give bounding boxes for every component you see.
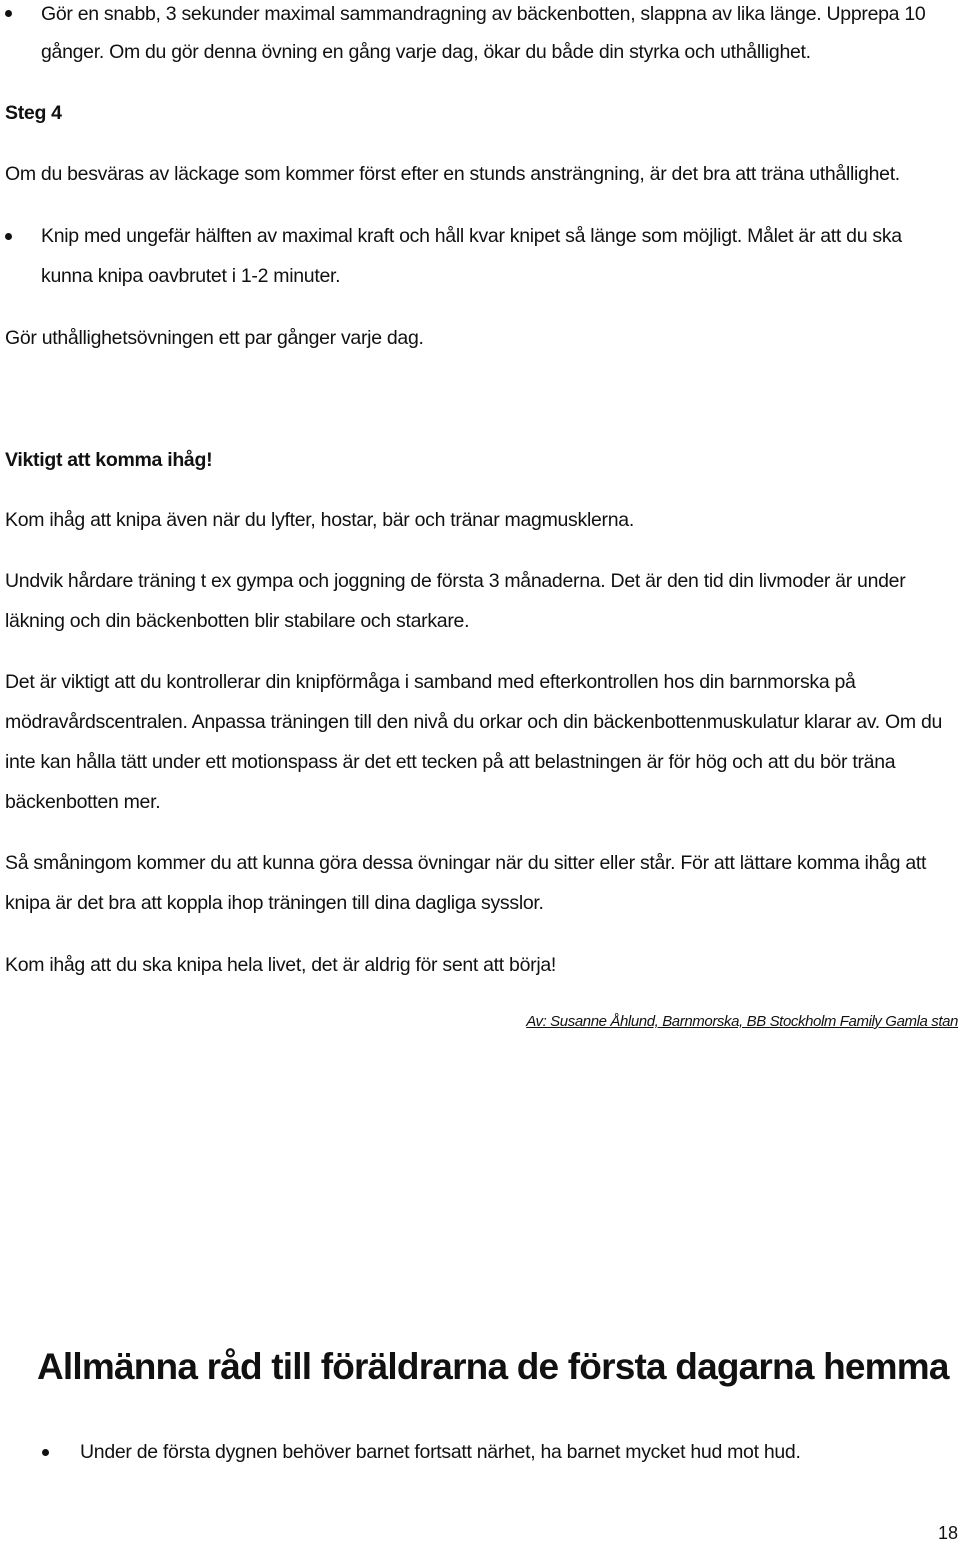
- bullet-text-line-2: gånger. Om du gör denna övning en gång varje dag, ökar du både din styrka och uthållighet.: [41, 41, 811, 63]
- paragraph-important-3-line-1: Det är viktigt att du kontrollerar din knipförmåga i samband med efterkontrollen hos din barnmorska på: [5, 671, 856, 693]
- paragraph-important-2-line-2: läkning och din bäckenbotten blir stabilare och starkare.: [5, 610, 470, 632]
- author-signature: Av: Susanne Åhlund, Barnmorska, BB Stockholm Family Gamla stan: [526, 1013, 958, 1030]
- section-heading-step4: Steg 4: [5, 102, 62, 124]
- page-number: 18: [937, 1523, 958, 1543]
- bullet-text-line-1: Gör en snabb, 3 sekunder maximal sammandragning av bäckenbotten, slappna av lika länge. Upprepa 10: [41, 3, 926, 25]
- bullet-marker: [5, 10, 12, 17]
- paragraph-important-4-line-2: knipa är det bra att koppla ihop träningen till dina dagliga sysslor.: [5, 892, 544, 914]
- paragraph-important-3-line-2: mödravårdscentralen. Anpassa träningen till den nivå du orkar och din bäckenbottenmuskulatur klarar av. Om du: [5, 711, 943, 733]
- section-heading-important: Viktigt att komma ihåg!: [5, 449, 213, 471]
- paragraph-important-2-line-1: Undvik hårdare träning t ex gympa och joggning de första 3 månaderna. Det är den tid din livmoder är under: [5, 570, 906, 592]
- bullet-text-general-advice: Under de första dygnen behöver barnet fortsatt närhet, ha barnet mycket hud mot hud.: [80, 1441, 801, 1463]
- paragraph-important-4-line-1: Så småningom kommer du att kunna göra dessa övningar när du sitter eller står. För att lättare komma ihåg att: [5, 852, 927, 874]
- paragraph-important-5: Kom ihåg att du ska knipa hela livet, det är aldrig för sent att börja!: [5, 954, 557, 976]
- section-heading-general-advice: Allmänna råd till föräldrarna de första dagarna hemma: [37, 1346, 949, 1387]
- paragraph-important-1: Kom ihåg att knipa även när du lyfter, hostar, bär och tränar magmusklerna.: [5, 509, 634, 531]
- bullet-marker: [5, 233, 12, 240]
- paragraph-step4-after: Gör uthållighetsövningen ett par gånger varje dag.: [5, 327, 424, 349]
- paragraph-important-3-line-4: bäckenbotten mer.: [5, 791, 161, 813]
- paragraph-step4-intro: Om du besväras av läckage som kommer först efter en stunds ansträngning, är det bra att träna uthållighet.: [5, 163, 900, 185]
- bullet-text-line-1: Knip med ungefär hälften av maximal kraft och håll kvar knipet så länge som möjligt. Målet är att du ska: [41, 225, 902, 247]
- paragraph-important-3-line-3: inte kan hålla tätt under ett motionspass är det ett tecken på att belastningen är för hög och att du bör träna: [5, 751, 896, 773]
- bullet-text-line-2: kunna knipa oavbrutet i 1-2 minuter.: [41, 265, 341, 287]
- bullet-marker: [42, 1449, 49, 1456]
